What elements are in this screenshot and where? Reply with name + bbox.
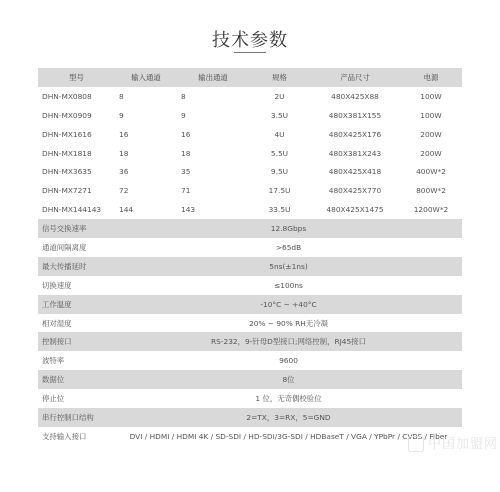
model-cell: DHN-MX7271 — [38, 181, 115, 200]
model-cell: DHN-MX144143 — [38, 200, 115, 219]
size-cell: 480X425X770 — [310, 181, 400, 200]
spec-row — [38, 238, 462, 257]
power-cell: 800W*2 — [400, 181, 462, 200]
spec-value: DVI / HDMI / HDMI 4K / SD-SDI / HD-SDI/3G-SDI / HDBaseT / VGA / YPbPr / CVBS / Fiber — [115, 427, 462, 446]
size-cell: 480X381X243 — [310, 144, 400, 163]
spec-cell: 33.5U — [249, 200, 310, 219]
table-row — [38, 106, 462, 125]
spec-value: 2=TX，3=RX，5=GND — [115, 408, 462, 427]
input-cell: 72 — [115, 181, 177, 200]
spec-value: 1 位，无奇偶校验位 — [115, 389, 462, 408]
spec-label: 串行控制口结构 — [38, 408, 115, 427]
model-cell: DHN-MX0909 — [38, 106, 115, 125]
header-model: 型号 — [38, 68, 115, 87]
spec-label: 最大传播延时 — [38, 257, 115, 276]
header-input-channels: 输入通道 — [115, 68, 177, 87]
spec-row — [38, 332, 462, 351]
size-cell: 480X425X1475 — [310, 200, 400, 219]
output-cell: 71 — [177, 181, 249, 200]
output-cell: 143 — [177, 200, 249, 219]
spec-label: 相对湿度 — [38, 314, 115, 333]
spec-row — [38, 276, 462, 295]
input-cell: 16 — [115, 125, 177, 144]
input-cell: 36 — [115, 162, 177, 181]
spec-value: -10°C ~ +40°C — [115, 295, 462, 314]
table-header-row — [38, 68, 462, 87]
watermark-logo-icon — [408, 436, 424, 452]
spec-label: 工作温度 — [38, 295, 115, 314]
spec-row — [38, 351, 462, 370]
spec-value: >65dB — [115, 238, 462, 257]
header-output-channels: 输出通道 — [177, 68, 249, 87]
table-row — [38, 181, 462, 200]
input-cell: 9 — [115, 106, 177, 125]
spec-value: 20% ~ 90% RH无冷凝 — [115, 314, 462, 333]
power-cell: 400W*2 — [400, 162, 462, 181]
spec-value: 5ns(±1ns) — [115, 257, 462, 276]
spec-row — [38, 370, 462, 389]
spec-label: 信号交换速率 — [38, 219, 115, 238]
size-cell: 480X425X418 — [310, 162, 400, 181]
watermark — [408, 433, 498, 453]
spec-value: 8位 — [115, 370, 462, 389]
spec-label: 数据位 — [38, 370, 115, 389]
header-power: 电源 — [400, 68, 462, 87]
model-cell: DHN-MX1818 — [38, 144, 115, 163]
output-cell: 16 — [177, 125, 249, 144]
output-cell: 8 — [177, 87, 249, 106]
power-cell: 1200W*2 — [400, 200, 462, 219]
input-cell: 18 — [115, 144, 177, 163]
spec-value: ≤100ns — [115, 276, 462, 295]
output-cell: 35 — [177, 162, 249, 181]
spec-label: 通道间隔离度 — [38, 238, 115, 257]
input-cell: 8 — [115, 87, 177, 106]
table-row — [38, 87, 462, 106]
spec-row — [38, 389, 462, 408]
model-cell: DHN-MX0808 — [38, 87, 115, 106]
spec-label: 波特率 — [38, 351, 115, 370]
watermark-text: 中国加盟网 — [427, 436, 498, 452]
table-row — [38, 162, 462, 181]
spec-cell: 5.5U — [249, 144, 310, 163]
header-spec: 规格 — [249, 68, 310, 87]
spec-label: 控制接口 — [38, 332, 115, 351]
model-cell: DHN-MX1616 — [38, 125, 115, 144]
spec-value: 9600 — [115, 351, 462, 370]
spec-label: 切换速度 — [38, 276, 115, 295]
output-cell: 9 — [177, 106, 249, 125]
spec-row — [38, 257, 462, 276]
table-row — [38, 125, 462, 144]
power-cell: 100W — [400, 106, 462, 125]
spec-cell: 4U — [249, 125, 310, 144]
header-size: 产品尺寸 — [310, 68, 400, 87]
input-cell: 144 — [115, 200, 177, 219]
spec-table — [38, 68, 462, 446]
spec-value: RS-232，9-针母D型接口;网络控制，RJ45接口 — [115, 332, 462, 351]
size-cell: 480X425X176 — [310, 125, 400, 144]
spec-value: 12.8Gbps — [115, 219, 462, 238]
spec-cell: 2U — [249, 87, 310, 106]
title-underline — [234, 52, 266, 53]
table-row — [38, 144, 462, 163]
power-cell: 200W — [400, 144, 462, 163]
spec-row — [38, 314, 462, 333]
model-cell: DHN-MX3635 — [38, 162, 115, 181]
spec-row — [38, 408, 462, 427]
spec-row — [38, 219, 462, 238]
spec-label: 支持输入接口 — [38, 427, 115, 446]
spec-row — [38, 295, 462, 314]
table-row — [38, 200, 462, 219]
page-title: 技术参数 — [212, 30, 288, 51]
spec-cell: 9.5U — [249, 162, 310, 181]
spec-cell: 3.5U — [249, 106, 310, 125]
spec-cell: 17.5U — [249, 181, 310, 200]
power-cell: 200W — [400, 125, 462, 144]
output-cell: 18 — [177, 144, 249, 163]
size-cell: 480X381X155 — [310, 106, 400, 125]
power-cell: 100W — [400, 87, 462, 106]
spec-label: 停止位 — [38, 389, 115, 408]
spec-row — [38, 427, 462, 446]
size-cell: 480X425X88 — [310, 87, 400, 106]
